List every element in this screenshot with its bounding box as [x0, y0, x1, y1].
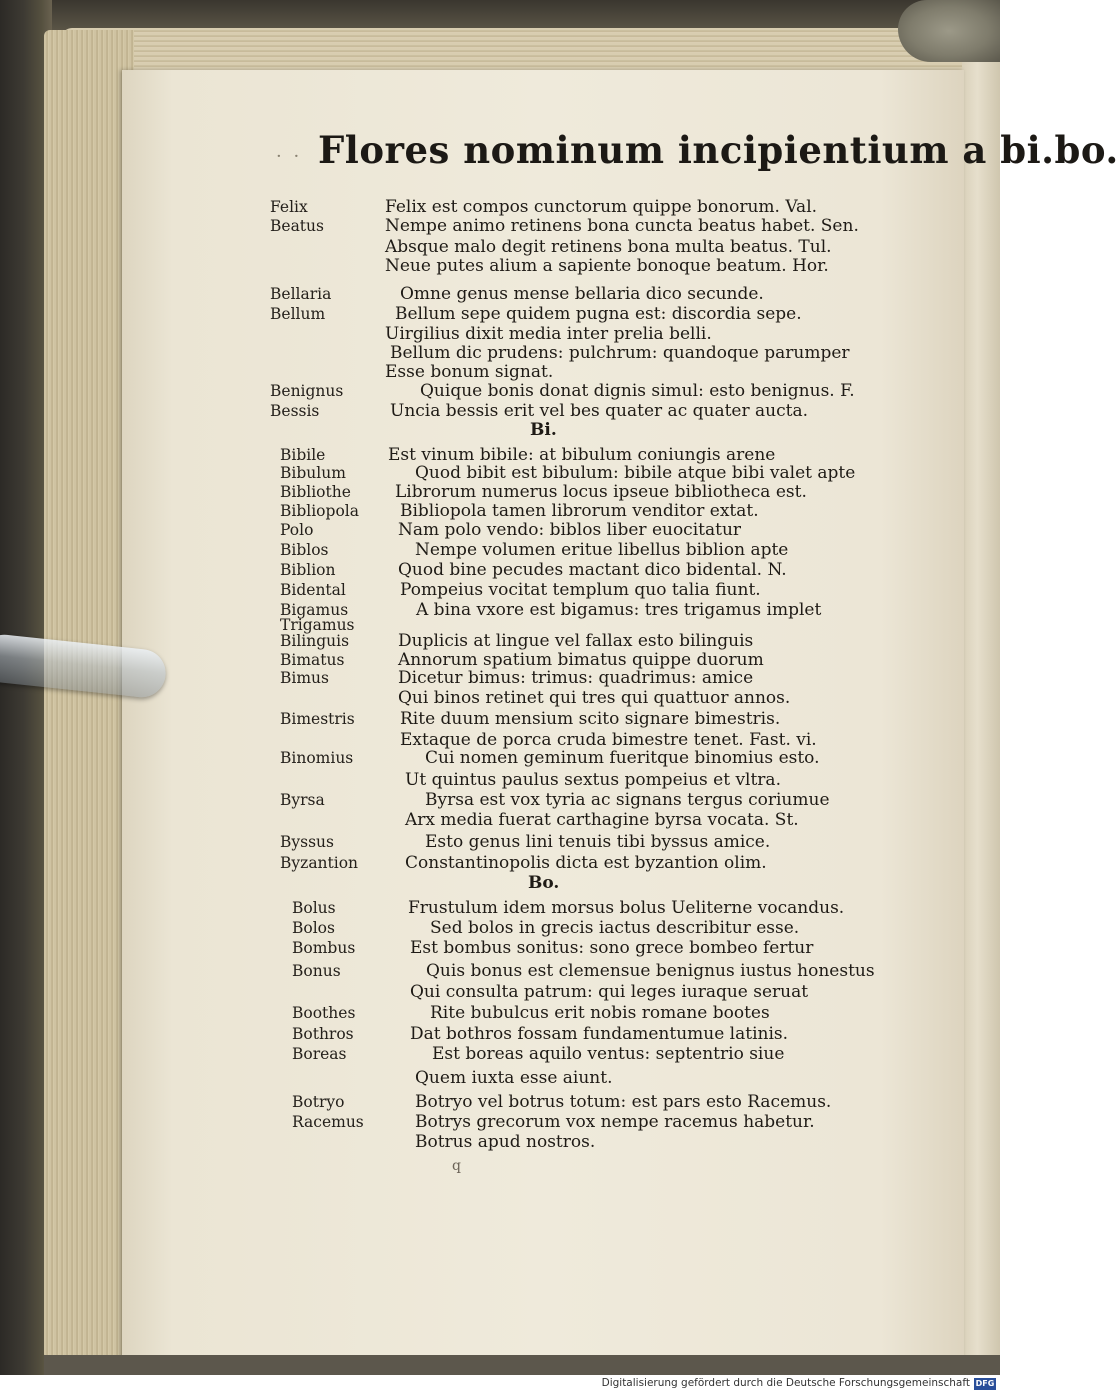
footer-credit: Digitalisierung gefördert durch die Deutsche Forschungsgemeinschaft: [601, 1377, 970, 1389]
entry-line: Dicetur bimus: trimus: quadrimus: amice: [398, 668, 754, 688]
entry-line: Quod bine pecudes mactant dico bidental. N.: [398, 560, 787, 580]
entry-line: Quis bonus est clemensue benignus iustus honestus: [426, 961, 875, 981]
entry-line: Esse bonum signat.: [385, 362, 554, 382]
entry-line: Bellum dic prudens: pulchrum: quandoque parumper: [390, 343, 850, 363]
entry-line: Botrys grecorum vox nempe racemus habetur.: [415, 1112, 815, 1132]
entry-keyword: Bibile: [280, 446, 326, 464]
entry-line: Rite duum mensium scito signare bimestris.: [400, 709, 781, 729]
entry-keyword: Benignus: [270, 382, 344, 400]
entry-line: Absque malo degit retinens bona multa beatus. Tul.: [385, 237, 832, 257]
entry-line: Librorum numerus locus ipseue bibliotheca est.: [395, 482, 807, 502]
entry-line: Ut quintus paulus sextus pompeius et vltra.: [405, 770, 781, 790]
entry-line: Dat bothros fossam fundamentumue latinis.: [410, 1024, 789, 1044]
entry-line: Constantinopolis dicta est byzantion olim.: [405, 853, 767, 873]
entry-keyword: Trigamus: [280, 616, 355, 634]
entry-line: Botryo vel botrus totum: est pars esto Racemus.: [415, 1092, 832, 1112]
entry-keyword: Bibliopola: [280, 502, 359, 520]
entry-line: Esto genus lini tenuis tibi byssus amice.: [425, 832, 771, 852]
entry-keyword: Bolus: [292, 899, 336, 917]
entry-line: Quod bibit est bibulum: bibile atque bibi valet apte: [415, 463, 856, 483]
heading-ornament: · ·: [276, 146, 303, 167]
entry-keyword: Bonus: [292, 962, 341, 980]
entry-line: Sed bolos in grecis iactus describitur esse.: [430, 918, 800, 938]
entry-line: Neue putes alium a sapiente bonoque beatum. Hor.: [385, 256, 829, 276]
entry-line: Frustulum idem morsus bolus Ueliterne vocandus.: [408, 898, 845, 918]
entry-line: Byrsa est vox tyria ac signans tergus coriumue: [425, 790, 830, 810]
entry-keyword: Bellum: [270, 305, 326, 323]
entry-line: Nempe volumen eritue libellus biblion apte: [415, 540, 789, 560]
entry-keyword: Bombus: [292, 939, 356, 957]
signature-mark: q: [452, 1158, 461, 1174]
page-heading: Flores nominum incipientium a bi.bo.: [318, 128, 1119, 172]
entry-line: Uirgilius dixit media inter prelia belli.: [385, 324, 712, 344]
entry-line: Cui nomen geminum fueritque binomius esto.: [425, 748, 820, 768]
entry-keyword: Bellaria: [270, 285, 332, 303]
entry-keyword: Racemus: [292, 1113, 364, 1131]
entry-keyword: Bessis: [270, 402, 320, 420]
entry-line: Qui binos retinet qui tres qui quattuor annos.: [398, 688, 791, 708]
dfg-logo: DFG: [975, 1379, 995, 1388]
entry-line: Nempe animo retinens bona cuncta beatus habet. Sen.: [385, 216, 859, 236]
entry-line: Est boreas aquilo ventus: septentrio siue: [432, 1044, 785, 1064]
entry-keyword: Bibulum: [280, 464, 346, 482]
entry-line: A bina vxore est bigamus: tres trigamus implet: [416, 600, 822, 620]
entry-keyword: Beatus: [270, 217, 324, 235]
entry-keyword: Bimestris: [280, 710, 355, 728]
entry-line: Bibliopola tamen librorum venditor extat.: [400, 501, 759, 521]
footer-bar: [0, 1375, 1000, 1393]
entry-line: Pompeius vocitat templum quo talia fiunt.: [400, 580, 761, 600]
entry-keyword: Polo: [280, 521, 314, 539]
entry-keyword: Biblos: [280, 541, 329, 559]
entry-line: Annorum spatium bimatus quippe duorum: [398, 650, 764, 670]
entry-keyword: Bidental: [280, 581, 346, 599]
entry-keyword: Botryo: [292, 1093, 345, 1111]
entry-line: Rite bubulcus erit nobis romane bootes: [430, 1003, 770, 1023]
entry-keyword: Boreas: [292, 1045, 347, 1063]
entry-keyword: Byzantion: [280, 854, 359, 872]
entry-keyword: Felix: [270, 198, 308, 216]
entry-line: Duplicis at lingue vel fallax esto bilinguis: [398, 631, 754, 651]
entry-keyword: Bigamus: [280, 601, 349, 619]
entry-keyword: Binomius: [280, 749, 354, 767]
entry-keyword: Bimatus: [280, 651, 345, 669]
entry-keyword: Biblion: [280, 561, 336, 579]
entry-keyword: Byrsa: [280, 791, 325, 809]
entry-line: Uncia bessis erit vel bes quater ac quater aucta.: [390, 401, 808, 421]
entry-line: Qui consulta patrum: qui leges iuraque seruat: [410, 982, 809, 1002]
entry-keyword: Bolos: [292, 919, 335, 937]
section-heading: Bi.: [530, 420, 557, 440]
entry-keyword: Bimus: [280, 669, 329, 687]
entry-line: Omne genus mense bellaria dico secunde.: [400, 284, 764, 304]
entry-keyword: Bibliothe: [280, 483, 351, 501]
entry-line: Quique bonis donat dignis simul: esto benignus. F.: [420, 381, 855, 401]
entry-line: Arx media fuerat carthagine byrsa vocata. St.: [405, 810, 799, 830]
entry-line: Est bombus sonitus: sono grece bombeo fertur: [410, 938, 814, 958]
entry-line: Extaque de porca cruda bimestre tenet. Fast. vi.: [400, 730, 817, 750]
entry-line: Felix est compos cunctorum quippe bonorum. Val.: [385, 197, 818, 217]
entry-keyword: Bothros: [292, 1025, 354, 1043]
section-heading: Bo.: [528, 873, 560, 893]
entry-keyword: Bilinguis: [280, 632, 350, 650]
entry-line: Est vinum bibile: at bibulum coniungis arene: [388, 445, 776, 465]
entry-line: Bellum sepe quidem pugna est: discordia sepe.: [395, 304, 802, 324]
entry-keyword: Boothes: [292, 1004, 356, 1022]
entry-line: Quem iuxta esse aiunt.: [415, 1068, 613, 1088]
entry-line: Nam polo vendo: biblos liber euocitatur: [398, 520, 742, 540]
entry-line: Botrus apud nostros.: [415, 1132, 596, 1152]
entry-keyword: Byssus: [280, 833, 334, 851]
